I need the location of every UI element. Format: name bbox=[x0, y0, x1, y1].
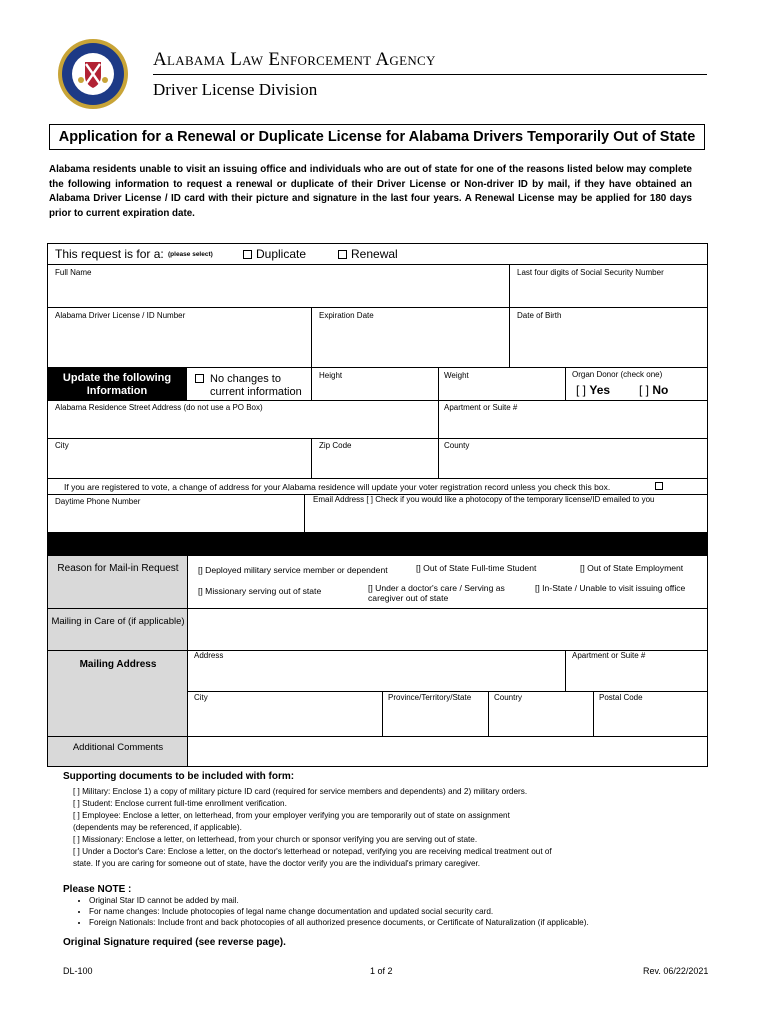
note-list bbox=[63, 895, 723, 928]
organ-donor-field: Organ Donor (check one) [ ] Yes [ ] No bbox=[565, 367, 708, 401]
supporting-item-student: [ ] Student: Enclose current full-time enrollment verification. bbox=[73, 799, 287, 808]
form-id: DL-100 bbox=[63, 966, 93, 976]
license-id-field[interactable]: Alabama Driver License / ID Number bbox=[47, 307, 312, 368]
supporting-item-employee: [ ] Employee: Enclose a letter, on letterhead, from your employer verifying you are temporarily out of state on assignment bbox=[73, 811, 510, 820]
zip-code-field[interactable]: Zip Code bbox=[311, 438, 439, 479]
agency-seal-logo bbox=[57, 38, 129, 110]
supporting-item-doctor: [ ] Under a Doctor's Care: Enclose a letter, on the doctor's letterhead or notepad, verifying you are receiving medical treatment out of bbox=[73, 847, 552, 856]
note-item: • Foreign Nationals: Include front and back photocopies of all authorized presence documents, or Certificate of Naturalization (if applicable). bbox=[89, 917, 723, 928]
email-address-field[interactable]: Email Address [ ] Check if you would like a photocopy of the temporary license/ID emailed to you bbox=[304, 494, 708, 533]
application-form bbox=[47, 243, 708, 767]
apartment-field[interactable]: Apartment or Suite # bbox=[438, 400, 708, 439]
division-name: Driver License Division bbox=[153, 80, 318, 99]
full-name-field[interactable]: Full Name bbox=[47, 264, 510, 308]
organ-donor-no[interactable]: [ ] No bbox=[639, 383, 669, 397]
date-of-birth-field[interactable]: Date of Birth bbox=[509, 307, 708, 368]
weight-field[interactable]: Weight bbox=[438, 367, 566, 401]
mailing-address-label-cell: Mailing Address bbox=[47, 650, 188, 737]
reason-label-cell: Reason for Mail-in Request bbox=[47, 555, 188, 609]
mailing-address-field[interactable]: Address bbox=[187, 650, 566, 692]
voter-opt-out-checkbox[interactable] bbox=[655, 482, 663, 490]
header-rule bbox=[153, 74, 707, 75]
note-item: • Original Star ID cannot be added by mail. bbox=[89, 895, 723, 906]
no-changes-option[interactable]: No changes to current information bbox=[186, 367, 312, 401]
mailing-city-field[interactable]: City bbox=[187, 691, 383, 737]
request-type-note: (please select) bbox=[168, 251, 213, 258]
care-of-field[interactable] bbox=[187, 608, 708, 651]
additional-comments-field[interactable] bbox=[187, 736, 708, 767]
daytime-phone-field[interactable]: Daytime Phone Number bbox=[47, 494, 305, 533]
county-field[interactable]: County bbox=[438, 438, 708, 479]
supporting-item-military: [ ] Military: Enclose 1) a copy of military picture ID card (required for service members and dependents) and 2) military orders. bbox=[73, 787, 528, 796]
revision-date: Rev. 06/22/2021 bbox=[643, 966, 709, 976]
reason-options-cell bbox=[187, 555, 708, 609]
page-number: 1 of 2 bbox=[370, 966, 393, 976]
comments-label-cell: Additional Comments bbox=[47, 736, 188, 767]
reason-missionary[interactable]: [] Missionary serving out of state bbox=[198, 586, 322, 596]
section-divider-bar bbox=[47, 532, 708, 556]
request-type-label: This request is for a: bbox=[55, 247, 164, 261]
duplicate-option[interactable]: Duplicate bbox=[243, 247, 306, 261]
mailing-apartment-field[interactable]: Apartment or Suite # bbox=[565, 650, 708, 692]
voter-registration-row: If you are registered to vote, a change of address for your Alabama residence will update your voter registration record unless you check this box. bbox=[47, 478, 708, 495]
agency-name: Alabama Law Enforcement Agency bbox=[153, 49, 436, 70]
request-type-row bbox=[47, 243, 708, 265]
reason-doctor-care[interactable]: [] Under a doctor's care / Serving as caregiver out of state bbox=[368, 583, 505, 603]
supporting-item-missionary: [ ] Missionary: Enclose a letter, on letterhead, from your church or sponsor verifying you are serving out of state. bbox=[73, 835, 478, 844]
renewal-option[interactable]: Renewal bbox=[338, 247, 398, 261]
supporting-documents bbox=[63, 771, 723, 870]
ssn-field[interactable]: Last four digits of Social Security Number bbox=[509, 264, 708, 308]
mailing-postal-code-field[interactable]: Postal Code bbox=[593, 691, 708, 737]
no-changes-checkbox[interactable] bbox=[195, 374, 204, 383]
note-item: • For name changes: Include photocopies of legal name change documentation and updated social security card. bbox=[89, 906, 723, 917]
street-address-field[interactable]: Alabama Residence Street Address (do not use a PO Box) bbox=[47, 400, 439, 439]
reason-in-state[interactable]: [] In-State / Unable to visit issuing office bbox=[535, 583, 686, 593]
please-note bbox=[63, 884, 723, 928]
update-info-header: Update the following Information bbox=[47, 367, 187, 401]
mailing-province-field[interactable]: Province/Territory/State bbox=[382, 691, 489, 737]
mailing-country-field[interactable]: Country bbox=[488, 691, 594, 737]
organ-donor-yes[interactable]: [ ] Yes bbox=[576, 383, 611, 397]
height-field[interactable]: Height bbox=[311, 367, 439, 401]
reason-employment[interactable]: [] Out of State Employment bbox=[580, 563, 684, 573]
city-field[interactable]: City bbox=[47, 438, 312, 479]
signature-note: Original Signature required (see reverse page). bbox=[63, 937, 286, 948]
renewal-checkbox[interactable] bbox=[338, 250, 347, 259]
supporting-item-employee-cont: (dependents may be referenced, if applicable). bbox=[73, 823, 242, 832]
intro-paragraph: Alabama residents unable to visit an issuing office and individuals who are out of state for one of the reasons listed below may complete the following information to request a renewal or duplicate of their Driver License or Non-driver ID by mail, if they have obtained an Alabama Driver License / ID card with their picture and signature in the last four years. A Renewal License may be applied for 180 days prior to current expiration date. bbox=[49, 164, 692, 219]
please-note-title: Please NOTE : bbox=[63, 884, 132, 895]
supporting-item-doctor-cont: state. If you are caring for someone out of state, have the doctor verify you are the individual's primary caregiver. bbox=[73, 859, 481, 868]
reason-student[interactable]: [] Out of State Full-time Student bbox=[416, 563, 537, 573]
supporting-documents-title: Supporting documents to be included with form: bbox=[63, 771, 295, 782]
expiration-date-field[interactable]: Expiration Date bbox=[311, 307, 510, 368]
care-of-label-cell: Mailing in Care of (if applicable) bbox=[47, 608, 188, 651]
duplicate-checkbox[interactable] bbox=[243, 250, 252, 259]
reason-military[interactable]: [] Deployed military service member or dependent bbox=[198, 565, 388, 575]
form-title: Application for a Renewal or Duplicate License for Alabama Drivers Temporarily Out of State bbox=[49, 124, 705, 150]
